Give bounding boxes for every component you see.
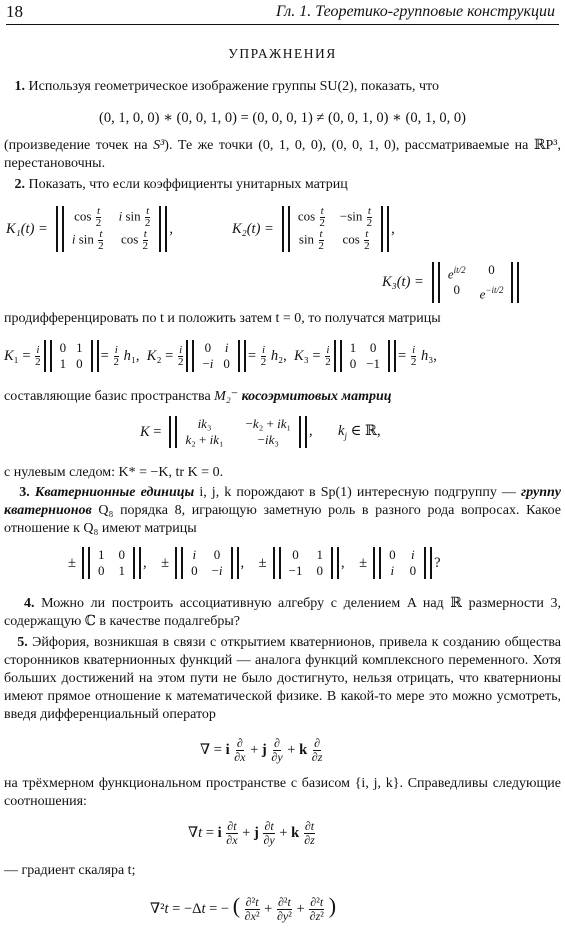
exercise-text: Показать, что если коэффициенты унитарных матриц <box>28 177 348 192</box>
matrix-k1: K₁(t) = cos $\frac{t}{2}$ i sin $\frac{t}{2}$ i sin $\frac{t}{2}$ cos $\frac{t}{2}$ , <box>6 205 174 252</box>
nabla-operator: ∇ = i $\frac{\partial}{\partial x}$ + j $\frac{\partial}{\partial y}$ + k $\frac{\partial}{\partial z}$ <box>200 736 323 764</box>
exercise-number: 1. <box>14 79 25 94</box>
text-run: i, j, k порождают в Sp(1) интересную подгруппу — <box>194 485 522 500</box>
text-run: ). Те же точки (0, 1, 0, 0), (0, 0, 1, 0), рассматриваемые на ℝP³, перестановочны. <box>4 138 561 171</box>
exercise-text: Используя геометрическое изображение группы SU(2), показать, что <box>28 79 439 94</box>
matrix-label: K₃(t) = <box>382 273 424 290</box>
exercise-number: 3. <box>19 485 30 500</box>
exercise-1-continuation <box>4 137 561 173</box>
function-space-text: на трёхмерном функциональном пространстве с базисом {i, j, k}. Справедливы следующие соотношения: <box>4 776 561 809</box>
generator-matrices: K₁ = $\frac{i}{2}$ 0 1 1 0 = $\frac{i}{2}$ h₁, K₂ = $\frac{i}{2}$ 0 i −i 0 = $\frac{i}{2}$ h₂, K₃ = $\frac{i}{2}$ 1 0 0 −1 = $\frac{i}{2}$ h₃, <box>4 340 437 371</box>
page-number: 18 <box>6 2 23 21</box>
section-heading: УПРАЖНЕНИЯ <box>228 46 337 61</box>
exercise-text: Эйфория, возникшая в связи с открытием кватернионов, привела к созданию общества сторонников кватернионных функций — аналога функций комплексного переменного. Хотя больших достижений на этом пути не было достигнуто, нельзя отрицать, что кватернионы имеют прямое отношение к математической физике. В какой-то мере это можно усмотреть, введя дифференциальный оператор <box>4 635 562 722</box>
text-run: составляющие базис пространства <box>4 389 215 404</box>
matrix-label: K₂(t) = <box>232 220 274 237</box>
matrix-k2: K₂(t) = cos $\frac{t}{2}$ −sin $\frac{t}{2}$ sin $\frac{t}{2}$ cos $\frac{t}{2}$ , <box>232 205 395 252</box>
exercise-4-statement <box>4 595 561 631</box>
trace-text: с нулевым следом: K* = −K, tr K = 0. <box>4 465 224 480</box>
exercise-3-statement <box>4 484 561 538</box>
term-antihermitian: косоэрмитовых матриц <box>241 389 392 404</box>
term-quaternion-units: Кватернионные единицы <box>34 485 195 500</box>
exercise-5-statement <box>4 634 561 724</box>
exercise-number: 5. <box>17 635 28 650</box>
gradient-caption: — градиент скаляра t; <box>4 863 136 878</box>
exercise-1-formula: (0, 1, 0, 0) ∗ (0, 0, 1, 0) = (0, 0, 0, 1) ≠ (0, 0, 1, 0) ∗ (0, 1, 0, 0) <box>99 110 466 126</box>
gradient-formula: ∇t = i $\frac{\partial t}{\partial x}$ + j $\frac{\partial t}{\partial y}$ + k $\frac{\partial t}{\partial z}$ <box>188 819 315 847</box>
page-header <box>6 0 559 25</box>
exercise-1-statement <box>4 78 561 96</box>
exercise-number: 2. <box>14 177 25 192</box>
laplacian-formula: ∇²t = −Δt = − ( $\frac{\text{∂²t}}{\text{∂x²}}$ + $\frac{\text{∂²t}}{\text{∂y²}}$ + $\frac{\text{∂²t}}{\text{∂z²}}$ ) <box>150 893 337 924</box>
text-run: Q₈ порядка 8, играющую заметную роль в разного рода вопросах. Какое отношение к Q₈ имеют матрицы <box>4 503 561 536</box>
matrix-k3: K₃(t) = $e^{it/2}$ 0 0 $e^{-it/2}$ <box>382 262 521 303</box>
term-quaternion-group: группу кватернионов <box>4 485 561 518</box>
exercise-2-statement <box>4 176 561 194</box>
differentiate-text: продифференцировать по t и положить затем t = 0, то получатся матрицы <box>4 311 441 326</box>
running-head: Гл. 1. Теоретико-групповые конструкции <box>276 3 555 20</box>
matrix-label: K₁(t) = <box>6 220 48 237</box>
pauli-like-matrices: ± 1 0 0 1 , ± i 0 0 −i , ± 0 1 −1 0 , ± 0 i i 0 ? <box>68 547 441 578</box>
basis-text <box>4 388 561 406</box>
text-run: (произведение точек на <box>4 138 154 153</box>
matrix-k-general: K = ik₃ −k₂ + ik₁ k₂ + ik₁ −ik₃ , $k_j$ ∈ ℝ, <box>140 416 381 447</box>
math-s3: S³ <box>153 138 165 153</box>
math-m2: M₂⁻ <box>214 389 239 404</box>
exercise-number: 4. <box>23 596 35 611</box>
exercise-text: Можно ли построить ассоциативную алгебру с делением A над ℝ размерности 3, содержащую ℂ в качестве подалгебры? <box>4 596 562 629</box>
